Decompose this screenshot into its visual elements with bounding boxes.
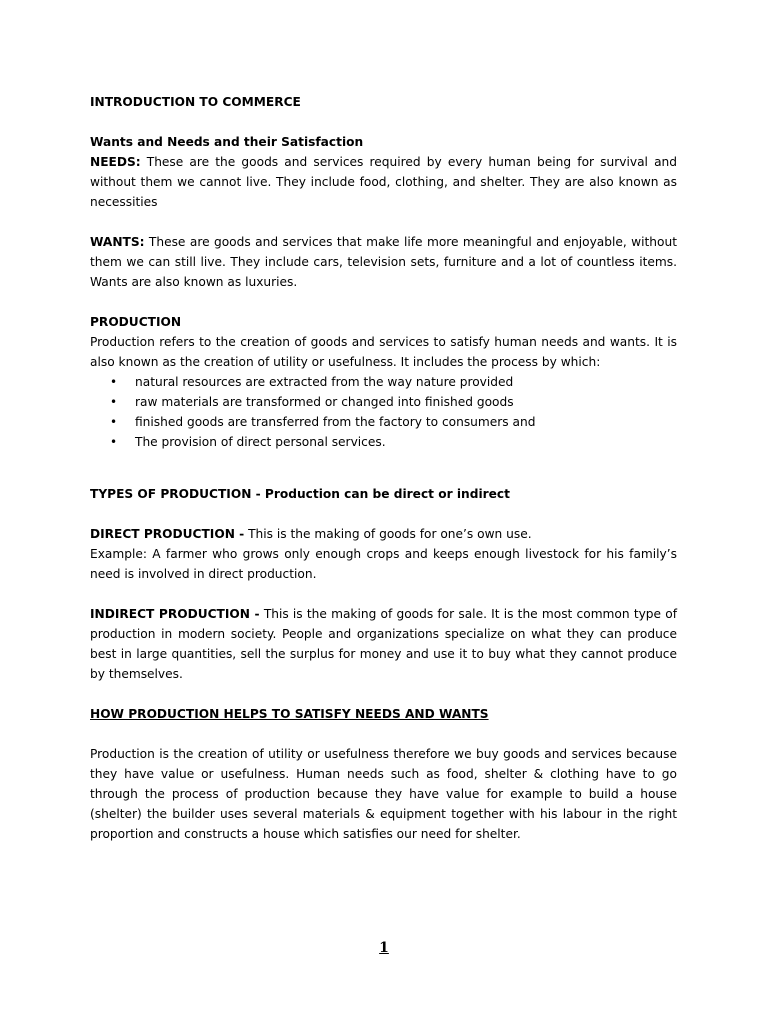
production-heading: PRODUCTION <box>90 315 182 329</box>
bullet-icon: • <box>110 415 118 429</box>
page-number: 1 <box>379 940 389 956</box>
spacer <box>90 292 677 312</box>
wants-text: These are goods and services that make life more meaningful and enjoyable, without them we can still live. They include cars, television sets, furniture and a lot of countless items. Wants are also known as luxuries. <box>90 235 677 289</box>
bullet-icon: • <box>110 395 118 409</box>
spacer <box>90 504 677 524</box>
list-item <box>90 392 677 412</box>
wants-needs-heading: Wants and Needs and their Satisfaction <box>90 135 364 149</box>
types-heading: TYPES OF PRODUCTION - Production can be direct or indirect <box>90 487 510 501</box>
list-item <box>90 432 677 452</box>
list-item <box>90 372 677 392</box>
document-title: INTRODUCTION TO COMMERCE <box>90 95 301 109</box>
indirect-production-text: This is the making of goods for sale. It is the most common type of production in modern society. People and organizations specialize on what they can produce best in large quantities, sell the surplus for money and use it to buy what they cannot produce by themselves. <box>90 607 677 681</box>
production-paragraph: Production refers to the creation of goods and services to satisfy human needs and wants. It is also known as the creation of utility or usefulness. It includes the process by which: <box>90 335 677 369</box>
direct-production-label: DIRECT PRODUCTION - <box>90 527 245 541</box>
list-item-text: raw materials are transformed or changed into finished goods <box>135 395 514 409</box>
production-bullet-list <box>90 372 677 452</box>
needs-label: NEEDS: <box>90 155 141 169</box>
needs-paragraph <box>90 152 677 212</box>
list-item-text: finished goods are transferred from the factory to consumers and <box>135 415 536 429</box>
bullet-icon: • <box>110 375 118 389</box>
wants-label: WANTS: <box>90 235 145 249</box>
list-item-text: natural resources are extracted from the way nature provided <box>135 375 514 389</box>
bullet-icon: • <box>110 435 118 449</box>
how-production-paragraph: Production is the creation of utility or usefulness therefore we buy goods and services because they have value or usefulness. Human needs such as food, shelter & clothing have to go through the process of production because they have value for example to build a house (shelter) the builder uses several materials & equipment together with his labour in the right proportion and constructs a house which satisfies our need for shelter. <box>90 747 677 841</box>
wants-paragraph <box>90 232 677 292</box>
list-item-text: The provision of direct personal services. <box>135 435 386 449</box>
list-item <box>90 412 677 432</box>
indirect-production-label: INDIRECT PRODUCTION - <box>90 607 260 621</box>
spacer <box>90 724 677 744</box>
needs-text: These are the goods and services required by every human being for survival and without them we cannot live. They include food, clothing, and shelter. They are also known as necessities <box>90 155 677 209</box>
spacer <box>90 684 677 704</box>
spacer <box>90 112 677 132</box>
spacer <box>90 584 677 604</box>
spacer <box>90 472 677 484</box>
direct-production-example: Example: A farmer who grows only enough crops and keeps enough livestock for his family’s need is involved in direct production. <box>90 547 677 581</box>
document-body <box>90 92 677 844</box>
how-production-heading: HOW PRODUCTION HELPS TO SATISFY NEEDS AND WANTS <box>90 707 489 721</box>
spacer <box>90 212 677 232</box>
spacer <box>90 452 677 472</box>
direct-production-paragraph <box>90 524 677 544</box>
indirect-production-paragraph <box>90 604 677 684</box>
direct-production-text: This is the making of goods for one’s own use. <box>244 527 532 541</box>
